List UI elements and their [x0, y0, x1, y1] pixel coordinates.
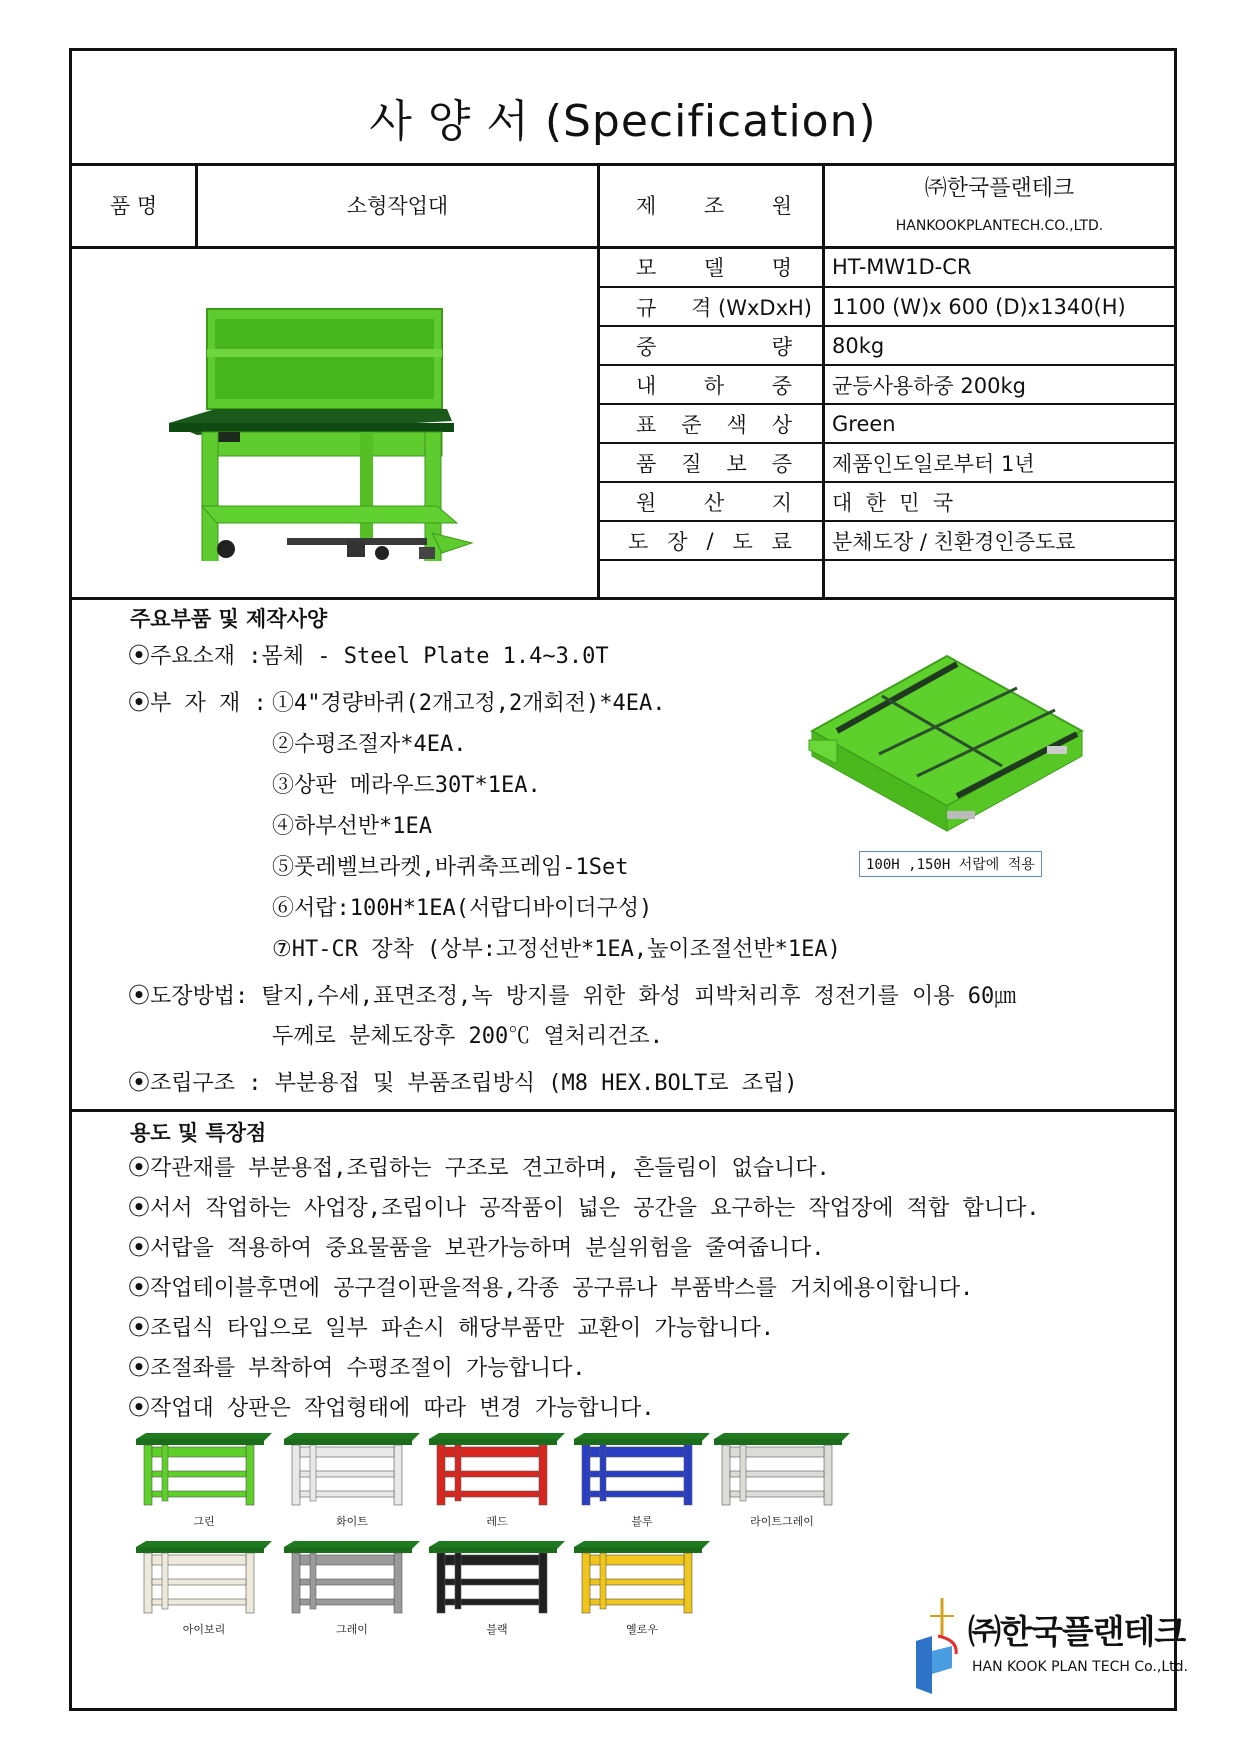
maker-value: [825, 165, 1174, 245]
color-variant: [712, 1431, 852, 1529]
color-variant: [572, 1539, 712, 1637]
spec-label-size: 규 격 (WxDxH): [636, 295, 812, 320]
spec-value-warranty: 제품인도일로부터 1년: [832, 451, 1035, 476]
spec-label-load: 내 하 중: [636, 373, 792, 398]
spec-label-warranty: 품 질 보 증: [636, 451, 792, 476]
feature-item: ⦿각관재를 부분용접,조립하는 구조로 견고하며, 흔들림이 없습니다.: [128, 1156, 830, 1181]
workbench-swatch-icon: [427, 1431, 567, 1509]
spec-label-color: 표 준 색 상: [636, 412, 792, 437]
spec-value-size: 1100 (W)x 600 (D)x1340(H): [832, 294, 1126, 319]
workbench-swatch-icon: [282, 1539, 422, 1617]
spec-value-origin: 대 한 민 국: [832, 490, 954, 515]
company-logo-icon: [910, 1596, 962, 1696]
color-variant: [427, 1539, 567, 1637]
color-variant-label: 아이보리: [182, 1623, 226, 1636]
color-variant: [134, 1539, 274, 1637]
color-variant-label: 옐로우: [626, 1623, 658, 1636]
spec-label-model: 모 델 명: [636, 256, 792, 280]
color-variant-label: 블랙: [486, 1623, 508, 1636]
workbench-swatch-icon: [134, 1431, 274, 1509]
workbench-swatch-icon: [134, 1539, 274, 1617]
color-variant-label: 화이트: [336, 1515, 368, 1528]
divider: [72, 1109, 1174, 1112]
color-variant-label: 라이트그레이: [750, 1515, 814, 1528]
workbench-swatch-icon: [572, 1539, 712, 1617]
color-variant-label: 레드: [486, 1515, 508, 1528]
drawer-image: [807, 636, 1087, 836]
maker-name-en: HANKOOKPLANTECH.CO.,LTD.: [895, 218, 1104, 234]
workbench-swatch-icon: [282, 1431, 422, 1509]
parts-heading: 주요부품 및 제작사양: [130, 607, 328, 631]
page-title: 사 양 서 (Specification): [369, 96, 877, 147]
color-variant: [134, 1431, 274, 1529]
feature-item: ⦿작업테이블후면에 공구걸이판을적용,각종 공구류나 부품박스를 거치에용이합니다.: [128, 1276, 974, 1301]
maker-label: 제 조 원: [636, 194, 792, 218]
color-variant-label: 그레이: [336, 1623, 368, 1636]
spec-label-origin: 원 산 지: [636, 490, 792, 515]
workbench-image: [167, 291, 552, 561]
sub-item: ②수평조절자*4EA.: [272, 732, 467, 757]
feature-item: ⦿작업대 상판은 작업형태에 따라 변경 가능합니다.: [128, 1396, 655, 1421]
spec-sheet: [69, 48, 1188, 1711]
feature-item: ⦿조립식 타입으로 일부 파손시 해당부품만 교환이 가능합니다.: [128, 1316, 775, 1341]
sub-item: ④하부선반*1EA: [272, 814, 432, 839]
sub-item: ⑥서랍:100H*1EA(서랍디바이더구성): [272, 896, 653, 921]
sub-item: ⑤풋레벨브라켓,바퀴축프레임-1Set: [272, 855, 629, 880]
drawer-caption: 100H ,150H 서랍에 적용: [859, 851, 1042, 877]
color-variant: [282, 1539, 422, 1637]
workbench-swatch-icon: [712, 1431, 852, 1509]
main-material: ⦿주요소재 :몸체 - Steel Plate 1.4~3.0T: [128, 644, 609, 669]
workbench-swatch-icon: [427, 1539, 567, 1617]
spec-value-load: 균등사용하중 200kg: [832, 373, 1026, 398]
divider: [597, 559, 1174, 561]
product-name-value: 소형작업대: [346, 194, 449, 218]
spec-label-paint: 도 장 / 도 료: [628, 528, 792, 554]
feature-item: ⦿서랍을 적용하여 중요물품을 보관가능하며 분실위험을 줄여줍니다.: [128, 1236, 825, 1261]
color-variant-label: 블루: [631, 1515, 653, 1528]
color-variant: [282, 1431, 422, 1529]
feature-item: ⦿서서 작업하는 사업장,조립이나 공작품이 넓은 공간을 요구하는 작업장에 적합 합니다.: [128, 1196, 1040, 1221]
company-logo-en: HAN KOOK PLAN TECH Co.,Ltd.: [972, 1659, 1188, 1675]
sub-material-label: ⦿부 자 재 :: [128, 691, 267, 716]
workbench-swatch-icon: [572, 1431, 712, 1509]
feature-item: ⦿조절좌를 부착하여 수평조절이 가능합니다.: [128, 1356, 586, 1381]
maker-name: ㈜한국플랜테크: [924, 176, 1075, 201]
sub-item: ①4"경량바퀴(2개고정,2개회전)*4EA.: [272, 691, 666, 716]
company-logo-text: ㈜한국플랜테크: [968, 1612, 1186, 1651]
spec-value-weight: 80kg: [832, 333, 885, 358]
sub-item: ③상판 메라우드30T*1EA.: [272, 773, 541, 798]
color-variant-label: 그린: [193, 1515, 215, 1528]
spec-label-weight: 중 량: [636, 334, 792, 359]
spec-value-model: HT-MW1D-CR: [832, 255, 972, 279]
sub-item: ⑦HT-CR 장착 (상부:고정선반*1EA,높이조절선반*1EA): [272, 937, 841, 962]
divider: [72, 597, 1174, 600]
spec-value-paint: 분체도장 / 친환경인증도료: [832, 529, 1076, 554]
paint-method: ⦿도장방법: 탈지,수세,표면조정,녹 방지를 위한 화성 피박처리후 정전기를 이용 60㎛: [128, 984, 1017, 1009]
spec-value-color: Green: [832, 411, 896, 436]
paint-method-cont: 두께로 분체도장후 200℃ 열처리건조.: [272, 1024, 663, 1049]
features-heading: 용도 및 특장점: [130, 1121, 267, 1145]
product-name-label: 품 명: [109, 194, 158, 218]
assembly-structure: ⦿조립구조 : 부분용접 및 부품조립방식 (M8 HEX.BOLT로 조립): [128, 1071, 798, 1096]
color-variant: [427, 1431, 567, 1529]
color-variant: [572, 1431, 712, 1529]
